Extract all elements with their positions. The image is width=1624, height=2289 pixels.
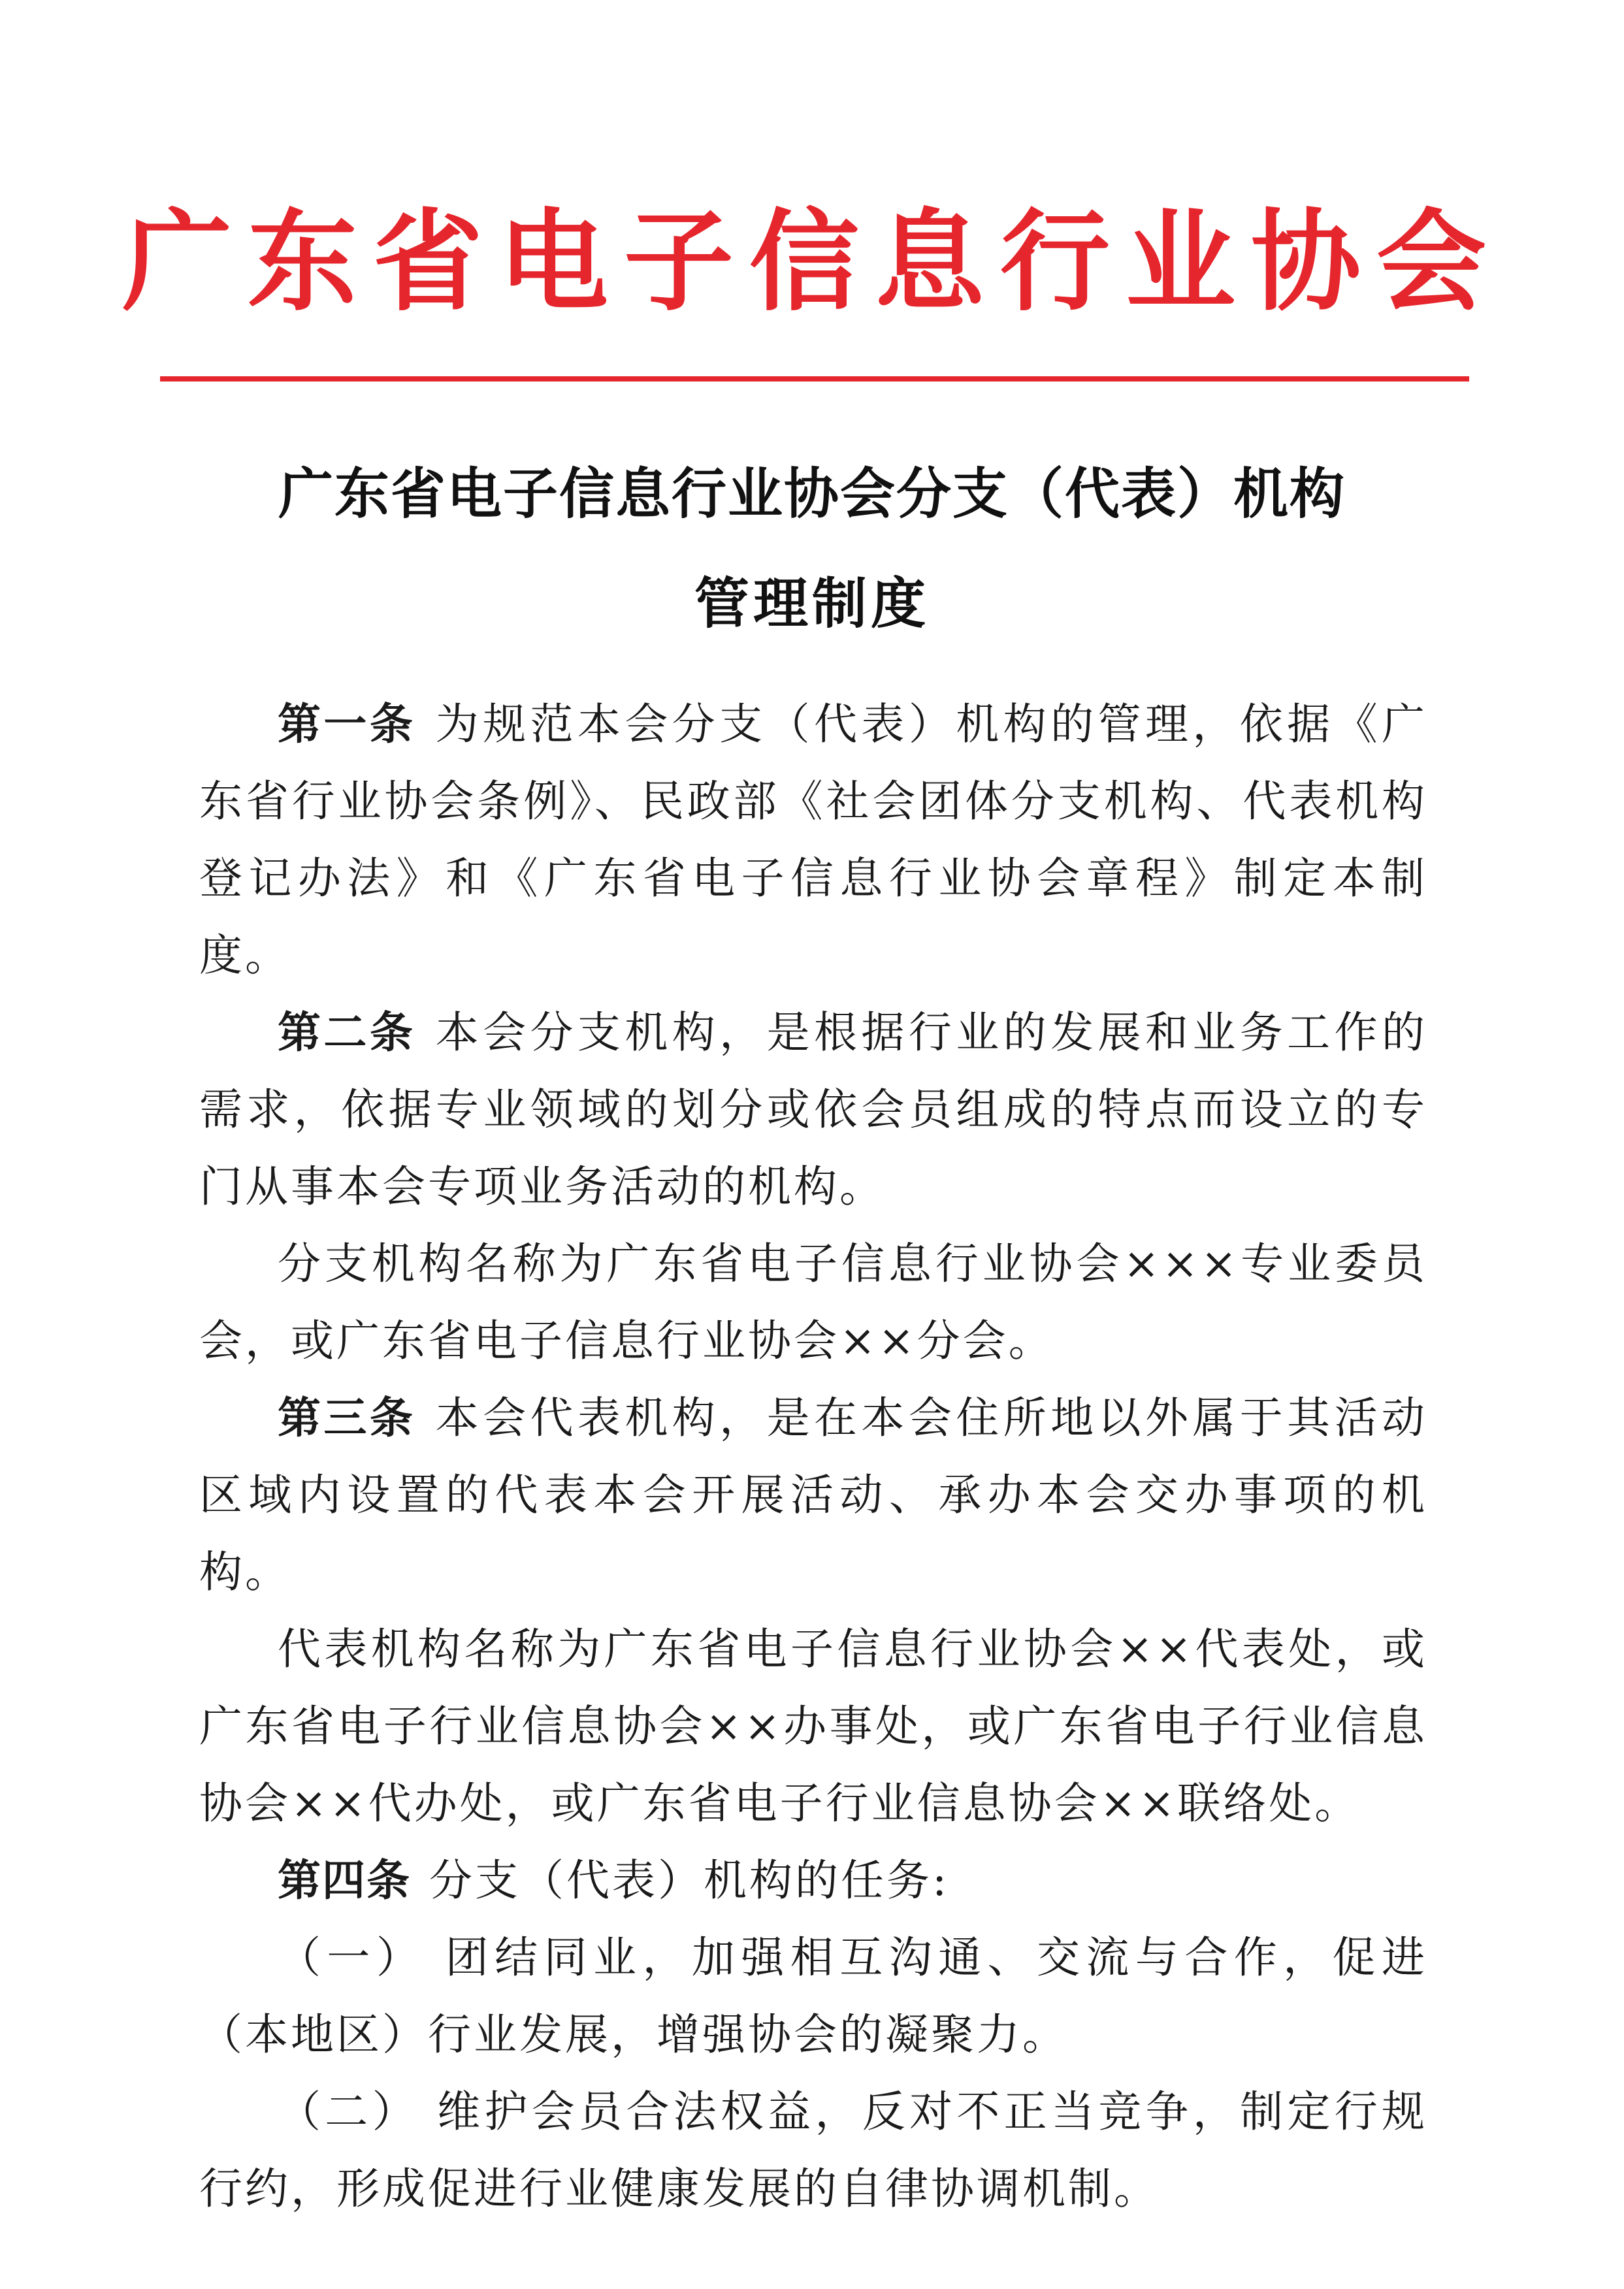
task-item-2-paragraph (199, 2073, 1427, 2228)
article-text: 为规范本会分支（代表）机构的管理，依据《广东省行业协会条例》、民政部《社会团体分支机构、代表机构登记办法》和《广东省电子信息行业协会章程》制定本制度。 (199, 699, 1427, 981)
article-label: 第一条 (278, 699, 416, 749)
task-item-1-paragraph (199, 1919, 1427, 2073)
paragraph-text: 代表机构名称为广东省电子信息行业协会××代表处，或广东省电子行业信息协会××办事处，或广东省电子行业信息协会××代办处，或广东省电子行业信息协会××联络处。 (199, 1624, 1427, 1828)
document-body (199, 686, 1427, 2228)
paragraph-text: （一） 团结同业，加强相互沟通、交流与合作，促进（本地区）行业发展，增强协会的凝聚力。 (199, 1932, 1427, 2060)
paragraph-text: （二） 维护会员合法权益，反对不正当竞争，制定行规行约，形成促进行业健康发展的自律协调机制。 (199, 2086, 1427, 2214)
article-label: 第三条 (278, 1393, 416, 1443)
article-text: 本会代表机构，是在本会住所地以外属于其活动区域内设置的代表本会开展活动、承办本会交办事项的机构。 (199, 1393, 1427, 1597)
paragraph-text: 分支机构名称为广东省电子信息行业协会×××专业委员会，或广东省电子信息行业协会××分会。 (199, 1239, 1427, 1366)
article-text: 本会分支机构，是根据行业的发展和业务工作的需求，依据专业领域的划分或依会员组成的特点而设立的专门从事本会专项业务活动的机构。 (199, 1007, 1427, 1212)
document-title-line-2: 管理制度 (694, 572, 930, 636)
letterhead-org-name: 广东省电子信息行业协会 (122, 197, 1502, 326)
article-3-paragraph (199, 1380, 1427, 1611)
letterhead-red-rule (160, 376, 1469, 382)
article-label: 第四条 (278, 1855, 411, 1906)
article-1-paragraph (199, 686, 1427, 994)
article-label: 第二条 (278, 1007, 416, 1058)
article-4-paragraph (199, 1842, 1427, 1919)
document-title-line-1: 广东省电子信息行业协会分支（代表）机构 (278, 462, 1346, 526)
article-text: 分支（代表）机构的任务: (429, 1855, 950, 1906)
article-2-paragraph (199, 994, 1427, 1226)
representative-name-paragraph (199, 1611, 1427, 1842)
branch-name-paragraph (199, 1226, 1427, 1380)
